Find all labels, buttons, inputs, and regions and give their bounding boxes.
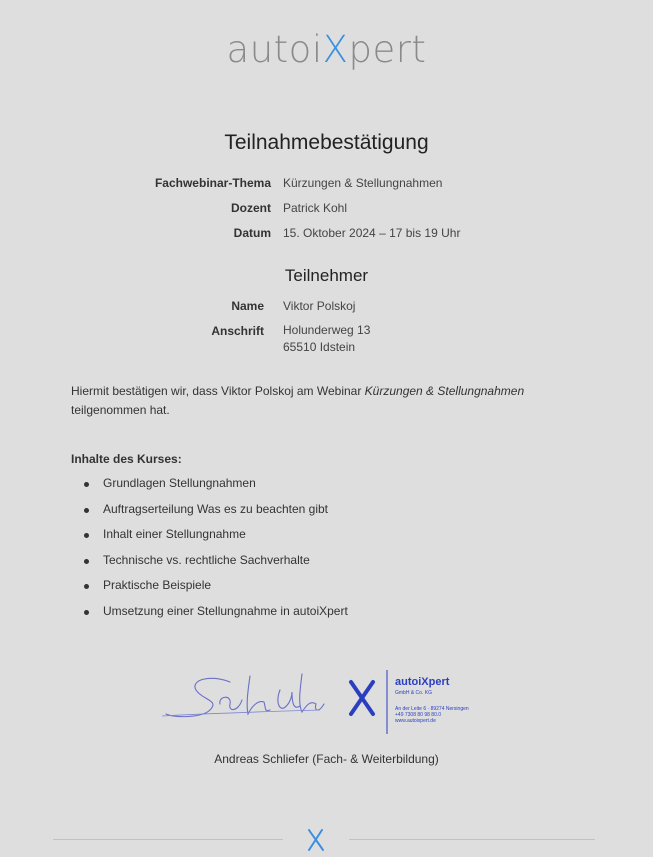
logo-prefix: autoi (226, 28, 323, 71)
list-item-text: Grundlagen Stellungnahmen (103, 476, 256, 490)
address-city: 65510 Idstein (283, 340, 356, 354)
list-item-text: Umsetzung einer Stellungnahme in autoiXpert (103, 603, 348, 618)
confirmation-before: Hiermit bestätigen wir, dass Viktor Polskoj am Webinar (71, 384, 365, 398)
bullet-icon (84, 610, 89, 615)
footer-divider-right (349, 839, 595, 840)
webinar-topic-value: Kürzungen & Stellungnahmen (283, 176, 443, 190)
confirmation-after: teilgenommen hat. (71, 403, 170, 417)
stamp-address-line: An der Leite 6 · 89274 Nersingen (395, 706, 469, 712)
list-item-text: Auftragserteilung Was es zu beachten gibt (103, 501, 329, 516)
bullet-icon (84, 584, 89, 589)
footer-divider-left (53, 839, 283, 840)
address-street: Holunderweg 13 (283, 323, 371, 337)
lecturer-value: Patrick Kohl (283, 201, 348, 215)
bullet-icon (84, 559, 89, 564)
signature-image (160, 660, 490, 740)
stamp-company-form: GmbH & Co. KG (395, 690, 432, 696)
date-label: Datum (233, 226, 271, 240)
participant-name-value: Viktor Polskoj (283, 299, 356, 313)
logo-x: X (322, 28, 349, 71)
lecturer-label: Dozent (231, 201, 271, 215)
participant-heading: Teilnehmer (284, 266, 369, 285)
signature-stamp-area (160, 660, 490, 740)
participant-address-label: Anschrift (211, 324, 264, 338)
list-item-text: Inhalt einer Stellungnahme (103, 527, 246, 541)
list-item-text: Technische vs. rechtliche Sachverhalte (103, 552, 310, 567)
signer-name: Andreas Schliefer (Fach- & Weiterbildung) (214, 752, 439, 766)
participant-address-value (283, 322, 370, 356)
bullet-icon (84, 508, 89, 513)
page-title: Teilnahmebestätigung (224, 131, 429, 154)
autoixpert-logo (0, 28, 653, 71)
logo-suffix: pert (348, 28, 427, 71)
list-item-text: Praktische Beispiele (103, 578, 212, 592)
participant-name-label: Name (231, 299, 264, 313)
confirmation-text (71, 382, 541, 420)
stamp-address-line: www.autoixpert.de (395, 718, 436, 724)
bullet-icon (84, 533, 89, 538)
stamp-address-line: +49 7308 80 98 80.0 (395, 712, 442, 718)
date-value: 15. Oktober 2024 – 17 bis 19 Uhr (283, 226, 461, 240)
confirmation-webinar-title: Kürzungen & Stellungnahmen (364, 384, 525, 398)
footer-x-logo-icon (305, 826, 327, 854)
course-contents-heading: Inhalte des Kurses: (71, 452, 182, 466)
stamp-company-name: autoiXpert (395, 676, 450, 688)
stamp-address (395, 706, 495, 724)
bullet-icon (84, 482, 89, 487)
webinar-topic-label: Fachwebinar-Thema (154, 176, 271, 190)
